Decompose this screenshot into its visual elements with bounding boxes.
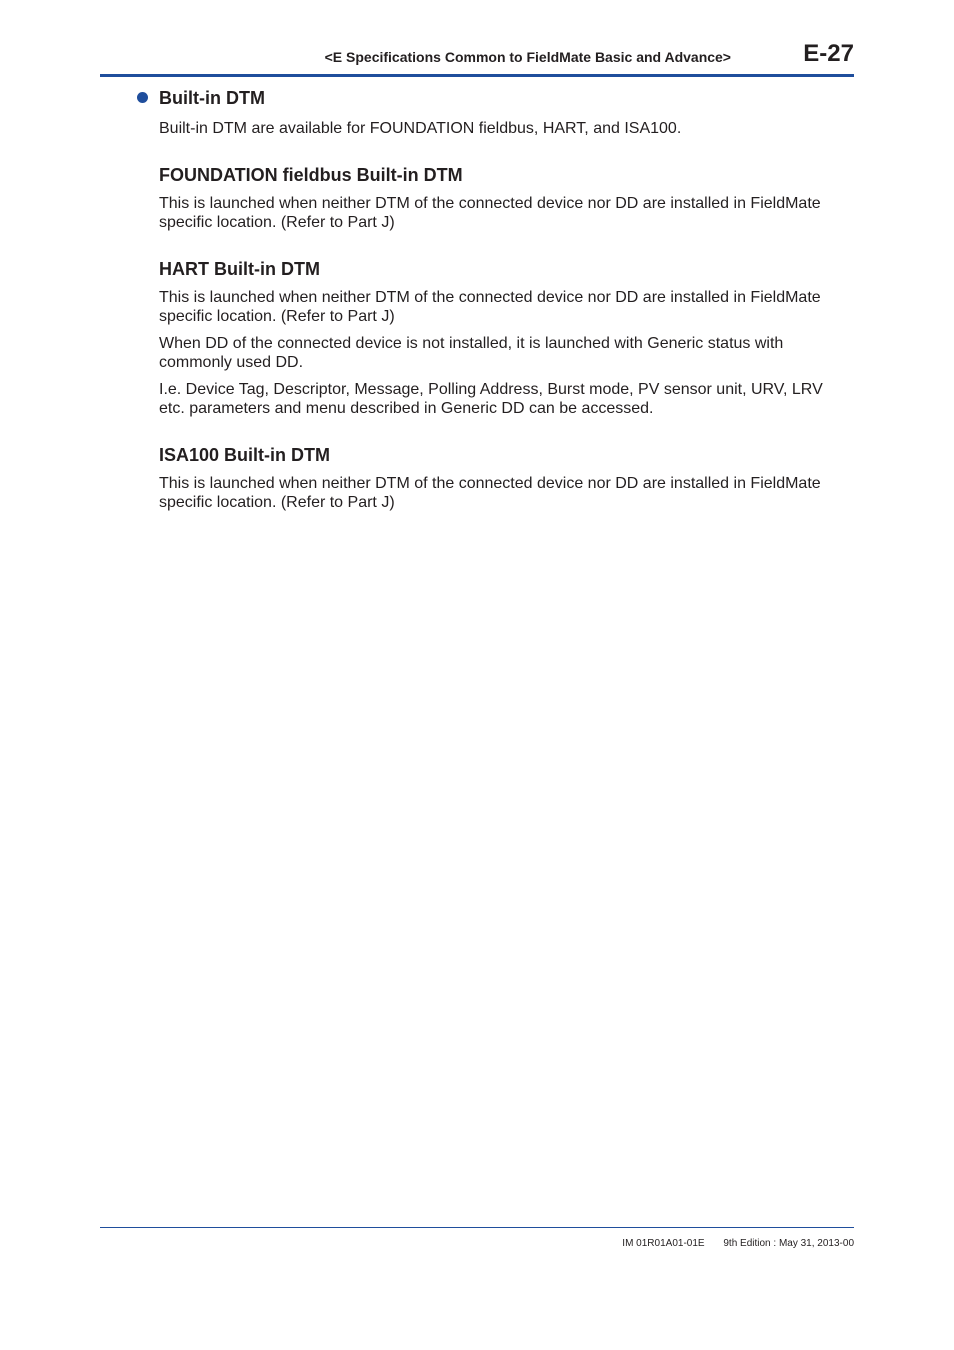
subsection-title: HART Built-in DTM: [159, 259, 320, 279]
doc-id: IM 01R01A01-01E: [622, 1238, 705, 1249]
section-hart: [159, 257, 849, 418]
subsection-title: ISA100 Built-in DTM: [159, 445, 331, 465]
footer-rule: [100, 1227, 854, 1228]
paragraph: When DD of the connected device is not installed, it is launched with Generic status with commonly used DD.: [159, 335, 784, 371]
page-footer: [622, 1238, 854, 1249]
paragraph: This is launched when neither DTM of the connected device nor DD are installed in FieldMate specific location. (Refer to Part J): [159, 475, 821, 511]
section-heading-text: Built-in DTM: [159, 88, 265, 108]
paragraph: This is launched when neither DTM of the connected device nor DD are installed in FieldMate specific location. (Refer to Part J): [159, 195, 821, 231]
section-heading: [159, 86, 849, 110]
page-number: E-27: [803, 40, 854, 67]
subsection-title: FOUNDATION fieldbus Built-in DTM: [159, 165, 463, 185]
header-title: <E Specifications Common to FieldMate Basic and Advance>: [324, 49, 731, 65]
section-isa100: [159, 443, 849, 512]
section-foundation-fieldbus: [159, 163, 849, 232]
intro-paragraph: Built-in DTM are available for FOUNDATION fieldbus, HART, and ISA100.: [159, 120, 682, 137]
main-content: [159, 86, 849, 512]
bullet-icon: [137, 92, 148, 103]
edition-info: 9th Edition : May 31, 2013-00: [723, 1238, 854, 1249]
page-header: [100, 38, 854, 74]
paragraph: I.e. Device Tag, Descriptor, Message, Polling Address, Burst mode, PV sensor unit, URV, LRV etc. parameters and menu described in Generic DD can be accessed.: [159, 381, 823, 417]
paragraph: This is launched when neither DTM of the connected device nor DD are installed in FieldMate specific location. (Refer to Part J): [159, 289, 821, 325]
header-rule: [100, 74, 854, 77]
